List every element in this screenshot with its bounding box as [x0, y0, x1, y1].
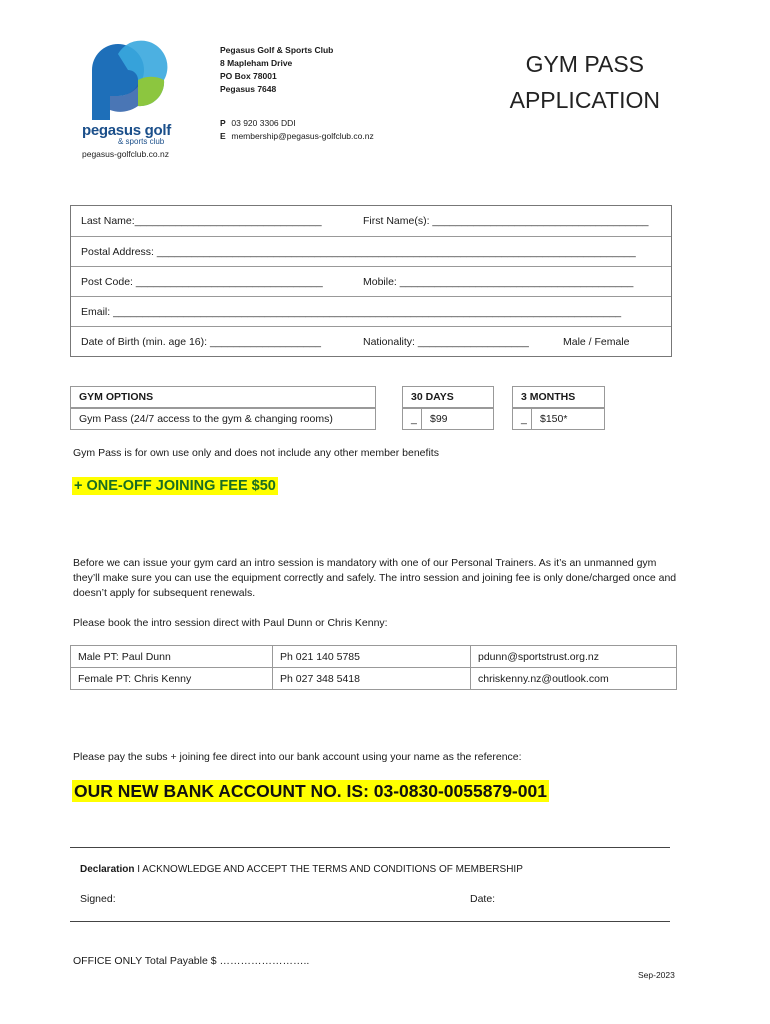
trainer-email[interactable]: chriskenny.nz@outlook.com: [471, 668, 677, 690]
first-name-field[interactable]: First Name(s): _____________________________________: [363, 215, 649, 227]
trainer-role: Male PT: Paul Dunn: [71, 646, 273, 668]
address-line: 8 Mapleham Drive: [220, 58, 293, 68]
website-url[interactable]: pegasus-golfclub.co.nz: [82, 149, 169, 159]
logo-subtitle: & sports club: [118, 137, 165, 146]
joining-fee-banner: + ONE-OFF JOINING FEE $50: [74, 478, 276, 494]
30-days-header: 30 DAYS: [402, 386, 494, 408]
declaration-label: Declaration: [80, 864, 135, 875]
page-title: [510, 46, 660, 118]
3-months-header: 3 MONTHS: [512, 386, 605, 408]
applicant-details-form: [70, 205, 672, 357]
table-row: [71, 668, 677, 690]
office-only-total: OFFICE ONLY Total Payable $ ……………………..: [73, 955, 310, 967]
intro-session-paragraph: Before we can issue your gym card an intro session is mandatory with one of our Personal Trainers. As it’s an unmanned gym they’ll make sure you can use the equipment correctly and safely. The intro session and joining fee is only done/charged once and doesn’t apply for subsequent renewals.: [73, 557, 677, 599]
30-days-checkbox[interactable]: _: [402, 408, 422, 430]
nationality-field[interactable]: Nationality: ___________________: [363, 336, 529, 348]
gender-field[interactable]: Male / Female: [563, 336, 630, 348]
form-row: [71, 326, 671, 357]
table-row: [71, 646, 677, 668]
declaration-text: I ACKNOWLEDGE AND ACCEPT THE TERMS AND CONDITIONS OF MEMBERSHIP: [134, 864, 523, 875]
bank-account-banner: OUR NEW BANK ACCOUNT NO. IS: 03-0830-0055879-001: [74, 781, 547, 801]
email-label: E: [220, 131, 226, 141]
trainer-phone[interactable]: Ph 021 140 5785: [273, 646, 471, 668]
phone-number: 03 920 3306 DDI: [231, 118, 296, 128]
gym-options-header: GYM OPTIONS: [70, 386, 376, 408]
title-line: APPLICATION: [509, 87, 660, 113]
address-line: Pegasus 7648: [220, 84, 277, 94]
trainers-table: [70, 645, 677, 690]
document-date: Sep-2023: [638, 970, 675, 980]
club-address: [220, 44, 333, 96]
form-row: [71, 266, 671, 297]
gym-pass-option: Gym Pass (24/7 access to the gym & changing rooms): [70, 408, 376, 430]
mobile-field[interactable]: Mobile: ________________________________________: [363, 276, 634, 288]
logo-wordmark: pegasus golf: [82, 122, 171, 139]
email-address[interactable]: membership@pegasus-golfclub.co.nz: [231, 131, 374, 141]
form-row: [71, 206, 671, 236]
3-months-price: $150*: [531, 408, 605, 430]
30-days-price: $99: [421, 408, 494, 430]
address-line: PO Box 78001: [220, 71, 277, 81]
signed-field[interactable]: Signed:: [80, 893, 116, 905]
phone-label: P: [220, 118, 226, 128]
gym-pass-note: Gym Pass is for own use only and does not include any other member benefits: [73, 447, 439, 459]
address-line: Pegasus Golf & Sports Club: [220, 45, 334, 55]
last-name-field[interactable]: Last Name:________________________________: [81, 215, 322, 227]
payment-instruction: Please pay the subs + joining fee direct into our bank account using your name as the reference:: [73, 751, 522, 763]
post-code-field[interactable]: Post Code: ________________________________: [81, 276, 323, 288]
3-months-checkbox[interactable]: _: [512, 408, 532, 430]
title-line: GYM PASS: [525, 51, 645, 77]
dob-field[interactable]: Date of Birth (min. age 16): ___________________: [81, 336, 321, 348]
form-row: [71, 236, 671, 267]
trainer-phone[interactable]: Ph 027 348 5418: [273, 668, 471, 690]
date-field[interactable]: Date:: [470, 893, 496, 905]
divider: [70, 921, 670, 922]
declaration: [80, 864, 523, 875]
divider: [70, 847, 670, 848]
booking-instruction: Please book the intro session direct with Paul Dunn or Chris Kenny:: [73, 617, 388, 629]
form-row: [71, 296, 671, 327]
email-field[interactable]: Email: _______________________________________________________________________________________: [81, 306, 622, 318]
club-contact: [220, 117, 374, 143]
postal-address-field[interactable]: Postal Address: __________________________________________________________________________________: [81, 246, 636, 258]
trainer-role: Female PT: Chris Kenny: [71, 668, 273, 690]
trainer-email[interactable]: pdunn@sportstrust.org.nz: [471, 646, 677, 668]
